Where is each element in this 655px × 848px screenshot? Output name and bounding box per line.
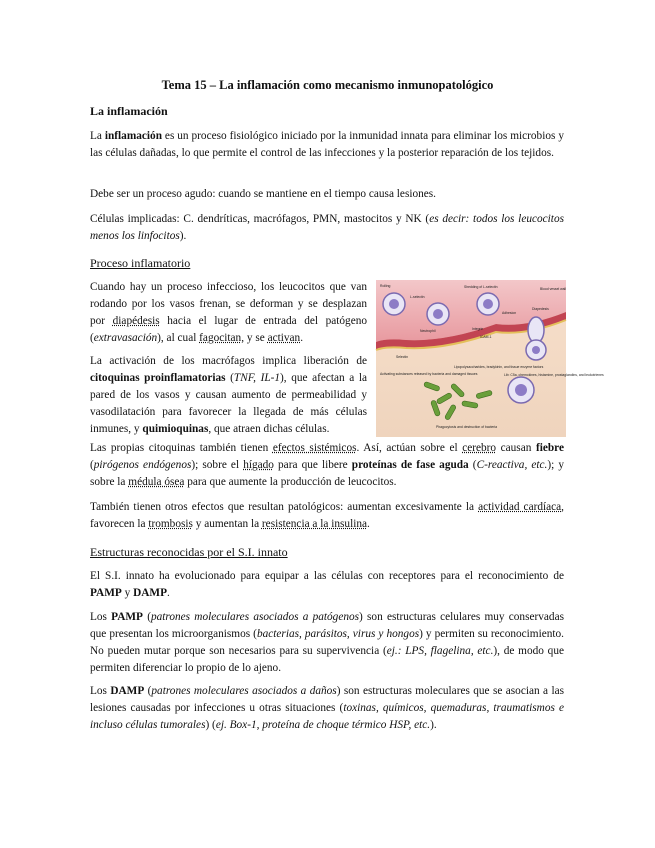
paragraph-receptors: El S.I. innato ha evolucionado para equipar a las células con receptores para el reconocimiento de PAMP y DAMP. [90, 570, 564, 599]
label-neutrophil: Neutrophil [420, 329, 436, 333]
section-heading-inflamacion: La inflamación [90, 104, 168, 118]
label-rolling: Rolling [380, 284, 391, 288]
leukocyte-nucleus [483, 299, 493, 309]
paragraph-definition: La inflamación es un proceso fisiológico iniciado por la inmunidad innata para eliminar los microbios y las células dañadas, lo que permite el control de las infecciones y la posterior reparación de los tejidos. [90, 130, 564, 159]
paragraph-systemic-effects: Las propias citoquinas también tienen efectos sistémicos. Así, actúan sobre el cerebro causan fiebre (pirógenos endógenos); sobre el hígado para que libere proteínas de fase aguda (C-reactiva, etc.); y sobre la médula ósea para que aumente la producción de leucocitos. [90, 442, 565, 488]
leukocyte-nucleus [433, 309, 443, 319]
label-integrin: Integrin [472, 327, 484, 331]
label-selectin: Selectin [396, 355, 409, 359]
section-heading-proceso: Proceso inflamatorio [90, 256, 191, 270]
leukocyte-nucleus [389, 299, 399, 309]
paragraph-cells: Células implicadas: C. dendríticas, macrófagos, PMN, mastocitos y NK (es decir: todos los leucocitos menos los linfocitos). [90, 213, 564, 242]
leukocyte-nucleus [532, 346, 540, 354]
label-lipopoly: Lipopolysaccharides, bradykinin, and tissue enzyme factors [454, 365, 544, 369]
label-lib: Lib: C5a, chemokines, histamine, prostaglandins, and leukotrienes [504, 373, 604, 377]
section-heading-estructuras: Estructuras reconocidas por el S.I. innato [90, 545, 288, 559]
inflammation-diagram [376, 280, 604, 437]
leukocyte-nucleus [515, 384, 527, 396]
migrating-leukocyte [528, 317, 544, 343]
label-shedding: Shedding of L-selectin [464, 285, 498, 289]
paragraph-pathologic-effects: También tienen otros efectos que resultan patológicos: aumentan excesivamente la actividad cardíaca, favorecen la trombosis y aumentan la resistencia a la insulina. [90, 501, 564, 530]
page-title: Tema 15 – La inflamación como mecanismo inmunopatológico [161, 78, 494, 92]
paragraph-leukocytes: Cuando hay un proceso infeccioso, los leucocitos que van rodando por los vasos frenan, se deforman y se desplazan por diapédesis hacia el lugar de entrada del patógeno (extravasación), al cual fagocitan, y se activan. [90, 281, 368, 344]
label-diapedesis: Diapedesis [532, 307, 549, 311]
label-icam1: ICAM-1 [480, 335, 492, 339]
label-activating: Activating substances released by bacteria and damaged tissues [380, 372, 478, 376]
label-lselectin: L-selectin [410, 295, 425, 299]
paragraph-acute: Debe ser un proceso agudo: cuando se mantiene en el tiempo causa lesiones. [90, 188, 437, 200]
label-adhesion: Adhesion [502, 311, 517, 315]
paragraph-damp: Los DAMP (patrones moleculares asociados a daños) son estructuras moleculares que se asocian a las lesiones causadas por infecciones u otras situaciones (toxinas, químicos, quemaduras, traumatismos e incluso células tumorales) (ej. Box-1, proteína de choque térmico HSP, etc.). [90, 685, 564, 731]
paragraph-macrophages: La activación de los macrófagos implica liberación de citoquinas proinflamatorias (TNF, IL-1), que afectan a la pared de los vasos y causan aumento de permeabilidad y vasodilatación para favorecer la llegada de más células inmunes, y quimioquinas, que atraen dichas células. [90, 355, 367, 435]
label-blood-vessel-wall: Blood vessel wall [540, 287, 567, 291]
paragraph-pamp: Los PAMP (patrones moleculares asociados a patógenos) son estructuras celulares muy conservadas que presentan los microorganismos (bacterias, parásitos, virus y hongos) y permiten su reconocimiento. No pueden mutar porque son necesarios para su supervivencia (ej.: LPS, flagelina, etc.), de modo que permiten diferenciar lo propio de lo ajeno. [90, 611, 564, 674]
label-phagocytosis: Phagocytosis and destruction of bacteria [436, 425, 498, 429]
